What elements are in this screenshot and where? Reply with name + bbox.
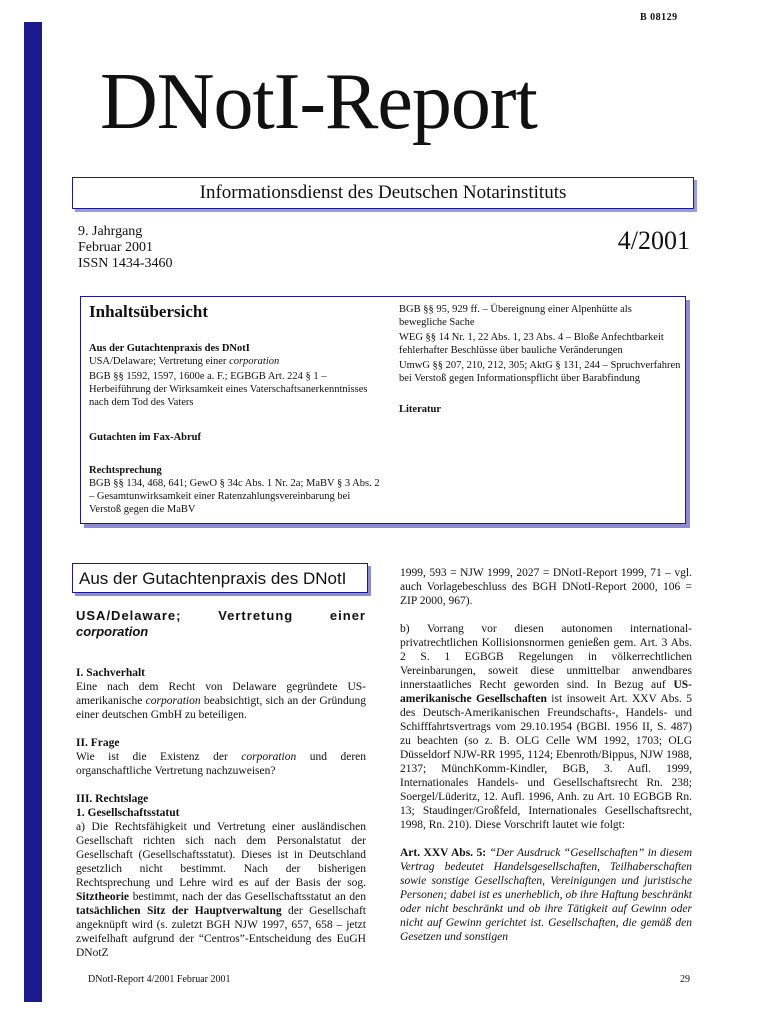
toc-section-heading[interactable]: Literatur xyxy=(399,404,441,415)
table-of-contents xyxy=(80,296,686,524)
subheading-gesellschaftsstatut: 1. Gesellschaftsstatut xyxy=(76,807,180,819)
toc-entry[interactable]: WEG §§ 14 Nr. 1, 22 Abs. 1, 23 Abs. 4 – Bloße Anfechtbarkeit fehlerhafter Beschlüsse über bauliche Veränderungen xyxy=(399,332,664,356)
issue-meta xyxy=(78,224,173,272)
toc-section-heading[interactable]: Gutachten im Fax-Abruf xyxy=(89,432,201,443)
masthead-title: DNotI-Report xyxy=(100,58,537,146)
toc-entry-emphasis: corporation xyxy=(229,356,280,367)
quoted-article: Art. XXV Abs. 5: “Der Ausdruck “Gesellschaften” in diesem Vertrag bedeutet Handelsgesellschaften, Teilhaberschaften sowie sonstige Gesellschaften, Vereinigungen und juristische Personen; dabei ist es unerheblich, ob ihre Haftung beschränkt oder nicht beschränkt und ob ihre Tätigkeit auf Gewinn oder nicht auf Gewinn gerichtet ist. Gesellschaften, die gemäß den Gesetzen und sonstigen xyxy=(400,847,692,943)
toc-entry-text: USA/Delaware; Vertretung einer xyxy=(89,356,230,367)
heading-rechtslage: III. Rechtslage xyxy=(76,793,149,805)
paragraph: Wie ist die Existenz der corporation und deren organschaftliche Vertretung nachzuweisen? xyxy=(76,751,366,777)
toc-entry[interactable] xyxy=(89,355,381,368)
heading-frage: II. Frage xyxy=(76,737,120,749)
toc-entry[interactable]: BGB §§ 95, 929 ff. – Übereignung einer Alpenhütte als bewegliche Sache xyxy=(399,304,632,328)
toc-section-heading: Aus der Gutachtenpraxis des DNotI xyxy=(89,343,250,354)
page-number: 29 xyxy=(680,974,690,985)
issue-number: 4/2001 xyxy=(617,226,690,255)
article-title: USA/Delaware; Vertretung einer xyxy=(76,608,366,623)
toc-right-column xyxy=(399,303,681,416)
side-accent-bar xyxy=(24,22,42,1002)
toc-title: Inhaltsübersicht xyxy=(89,302,209,321)
toc-entry[interactable]: UmwG §§ 207, 210, 212, 305; AktG § 131, 244 – Spruchverfahren bei Verstoß gegen Informationspflicht über Barabfindung xyxy=(399,360,681,384)
article-title-emphasis: corporation xyxy=(76,624,149,639)
volume-line: 9. Jahrgang xyxy=(78,224,143,239)
paragraph: b) Vorrang vor diesen autonomen international-privatrechtlichen Kollisionsnormen genießen gem. Art. 3 Abs. 2 S. 1 EGBGB Regelungen in völkerrechtlichen Vereinbarungen, soweit diese unmittelbar anwendbares innerstaatliches Recht geworden sind. In Bezug auf US-amerikanische Gesellschaften ist insoweit Art. XXV Abs. 5 des Deutsch-Amerikanischen Freundschafts-, Handels- und Schifffahrtsvertrags vom 29.10.1954 (BGBl. 1956 II, S. 487) zu beachten (so z. B. OLG Celle WM 1992, 1703; OLG Düsseldorf NJW-RR 1995, 1124; Ebenroth/Bippus, NJW 1988, 2137; MünchKomm-Kindler, BGB, 3. Aufl. 1999, Internationales Handels- und Gesellschaftsrecht Rn. 238; Soergel/Lüderitz, 12. Aufl. 1996, Anh. zu Art. 10 EGBGB Rn. 13; Staudinger/Großfeld, Internationales Gesellschaftsrecht, 1998, Rn. 210). Diese Vorschrift lautet wie folgt: xyxy=(400,623,692,831)
article-right-column xyxy=(400,566,692,944)
paragraph: 1999, 593 = NJW 1999, 2027 = DNotI-Report 1999, 71 – vgl. auch Vorlagebeschluss des BGH DNotI-Report 2000, 106 = ZIP 2000, 967). xyxy=(400,567,692,607)
toc-entry[interactable]: BGB §§ 134, 468, 641; GewO § 34c Abs. 1 Nr. 2a; MaBV § 3 Abs. 2 – Gesamtunwirksamkeit einer Ratenzahlungsvereinbarung bei Verstoß gegen die MaBV xyxy=(89,478,380,515)
paragraph: Eine nach dem Recht von Delaware gegründete US-amerikanische corporation beabsichtigt, sich an der Gründung einer deutschen GmbH zu beteiligen. xyxy=(76,681,367,721)
paragraph: a) Die Rechtsfähigkeit und Vertretung einer ausländischen Gesellschaft richten sich nach dem Personalstatut der Gesellschaft (Gesellschaftsstatut). Dieses ist in Deutschland gesetzlich nicht bestimmt. Nach der bisherigen Rechtsprechung und Lehre wird es auf der Basis der sog. Sitztheorie bestimmt, nach der das Gesellschaftsstatut an den tatsächlichen Sitz der Hauptverwaltung der Gesellschaft angeknüpft wird (s. zuletzt BGH NJW 1997, 657, 658 – jetzt zweifelhaft aufgrund der “Centros”-Entscheidung des EuGH DNotZ xyxy=(76,821,366,959)
footer-citation: DNotI-Report 4/2001 Februar 2001 xyxy=(88,974,231,985)
article-left-column xyxy=(76,608,366,960)
date-line: Februar 2001 xyxy=(78,240,154,255)
toc-left-column xyxy=(89,303,381,518)
document-code: B 08129 xyxy=(640,12,678,23)
toc-section-heading: Rechtsprechung xyxy=(89,465,162,476)
masthead-subtitle: Informationsdienst des Deutschen Notarinstituts xyxy=(72,177,694,209)
section-title: Aus der Gutachtenpraxis des DNotI xyxy=(72,563,368,593)
heading-sachverhalt: I. Sachverhalt xyxy=(76,667,145,679)
toc-entry[interactable]: BGB §§ 1592, 1597, 1600e a. F.; EGBGB Art. 224 § 1 – Herbeiführung der Wirksamkeit eines Vaterschaftsanerkenntnisses nach dem Tod des Vaters xyxy=(89,371,368,408)
issn-line: ISSN 1434-3460 xyxy=(78,256,173,271)
